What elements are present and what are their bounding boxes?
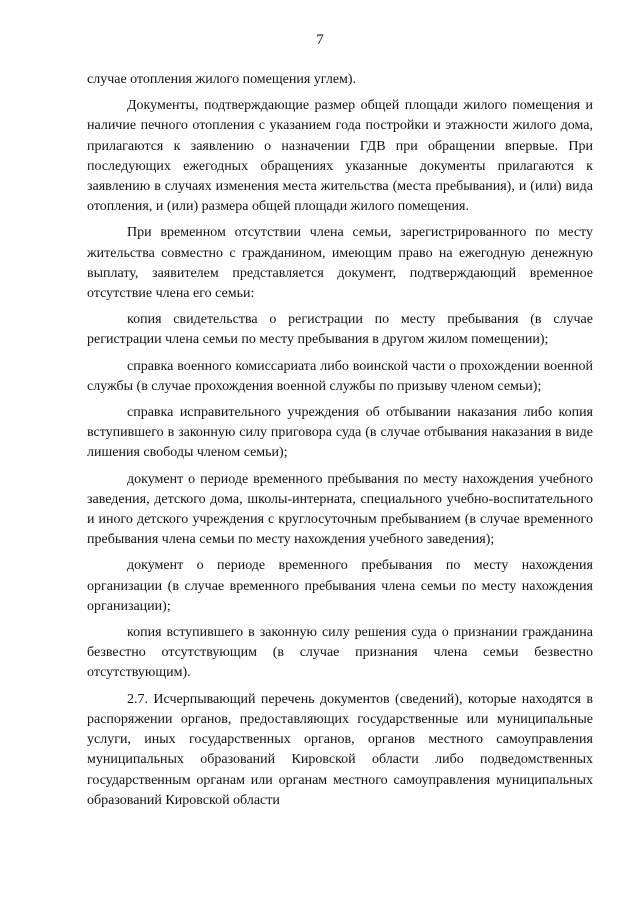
document-body xyxy=(87,70,593,811)
paragraph-temporary-absence: При временном отсутствии члена семьи, зарегистрированного по месту жительства совместно с гражданином, имеющим право на ежегодную денежную выплату, заявителем представляется документ, подтверждающий временное отсутствие члена его семьи: xyxy=(87,225,593,302)
section-2-7-paragraph: 2.7. Исчерпывающий перечень документов (сведений), которые находятся в распоряжении органов, предоставляющих государственные или муниципальные услуги, иных государственных органов, органов местного самоуправления муниципальных образований Кировской области либо подведомственных государственным органам или органам местного самоуправления муниципальных образований Кировской области xyxy=(87,691,593,808)
paragraph-continuation: случае отопления жилого помещения углем). xyxy=(87,72,357,87)
paragraph-documents-area: Документы, подтверждающие размер общей площади жилого помещения и наличие печного отопления с указанием года постройки и этажности жилого дома, прилагаются к заявлению о назначении ГДВ при обращении впервые. При последующих ежегодных обращениях указанные документы прилагаются к заявлению в случаях изменения места жительства (места пребывания), и (или) вида отопления, и (или) размера общей площади жилого помещения. xyxy=(87,98,593,215)
list-item-organization-stay: документ о периоде временного пребывания по месту нахождения организации (в случае временного пребывания члена семьи по месту нахождения организации); xyxy=(87,558,593,614)
list-item-educational-institution: документ о периоде временного пребывания по месту нахождения учебного заведения, детского дома, школы-интерната, специального учебно-воспитательного и иного детского учреждения с круглосуточным пребыванием (в случае временного пребывания члена семьи по месту нахождения учебного заведения); xyxy=(87,471,593,548)
page-number: 7 xyxy=(316,32,324,48)
list-item-correctional-certificate: справка исправительного учреждения об отбывании наказания либо копия вступившего в законную силу приговора суда (в случае отбывания наказания в виде лишения свободы членом семьи); xyxy=(87,405,593,461)
list-item-court-decision: копия вступившего в законную силу решения суда о признании гражданина безвестно отсутствующим (в случае признания члена семьи безвестно отсутствующим). xyxy=(87,625,593,681)
list-item-registration-copy: копия свидетельства о регистрации по месту пребывания (в случае регистрации члена семьи по месту пребывания в другом жилом помещении); xyxy=(87,312,593,348)
list-item-military-certificate: справка военного комиссариата либо воинской части о прохождении военной службы (в случае прохождения военной службы по призыву членом семьи); xyxy=(87,358,593,394)
